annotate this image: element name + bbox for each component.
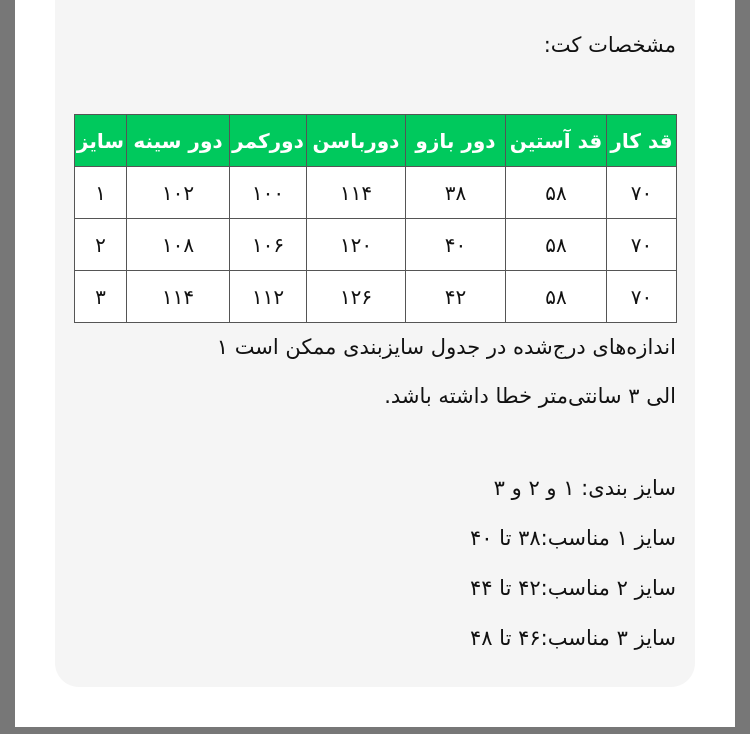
table-cell: ۱۲۰ (307, 219, 406, 271)
table-cell: ۱۱۴ (307, 167, 406, 219)
header-cell: سایز (75, 115, 127, 167)
table-cell: ۱۰۰ (230, 167, 307, 219)
tolerance-note-line-1: اندازه‌های درج‌شده در جدول سایزبندی ممکن است ۱ (216, 335, 676, 359)
table-cell: ۱ (75, 167, 127, 219)
table-cell: ۷۰ (607, 167, 677, 219)
header-cell: قد آستین (506, 115, 607, 167)
table-cell: ۱۰۸ (127, 219, 230, 271)
size-table (74, 114, 677, 323)
header-cell: دورباسن (307, 115, 406, 167)
section-title: مشخصات کت: (543, 33, 676, 57)
sizes-list: سایز بندی: ۱ و ۲ و ۳ (493, 476, 676, 500)
table-header-row (75, 115, 677, 167)
size-1-fit: سایز ۱ مناسب:۳۸ تا ۴۰ (469, 526, 676, 550)
table-cell: ۴۰ (406, 219, 506, 271)
size-3-fit: سایز ۳ مناسب:۴۶ تا ۴۸ (469, 626, 676, 650)
size-2-fit: سایز ۲ مناسب:۴۲ تا ۴۴ (469, 576, 676, 600)
tolerance-note-line-2: الی ۳ سانتی‌متر خطا داشته باشد. (384, 384, 676, 408)
table-row (75, 271, 677, 323)
header-cell: دور سینه (127, 115, 230, 167)
table-cell: ۵۸ (506, 167, 607, 219)
table-cell: ۲ (75, 219, 127, 271)
header-cell: دور بازو (406, 115, 506, 167)
table-cell: ۳۸ (406, 167, 506, 219)
header-cell: دورکمر (230, 115, 307, 167)
table-cell: ۴۲ (406, 271, 506, 323)
content-panel (15, 0, 735, 727)
table-cell: ۷۰ (607, 271, 677, 323)
table-cell: ۱۲۶ (307, 271, 406, 323)
table-cell: ۱۰۲ (127, 167, 230, 219)
header-cell: قد کار (607, 115, 677, 167)
product-spec-card (55, 0, 695, 687)
table-row (75, 167, 677, 219)
table-cell: ۱۱۴ (127, 271, 230, 323)
table-cell: ۵۸ (506, 271, 607, 323)
table-cell: ۵۸ (506, 219, 607, 271)
table-cell: ۳ (75, 271, 127, 323)
table-row (75, 219, 677, 271)
table-cell: ۷۰ (607, 219, 677, 271)
table-cell: ۱۱۲ (230, 271, 307, 323)
table-cell: ۱۰۶ (230, 219, 307, 271)
